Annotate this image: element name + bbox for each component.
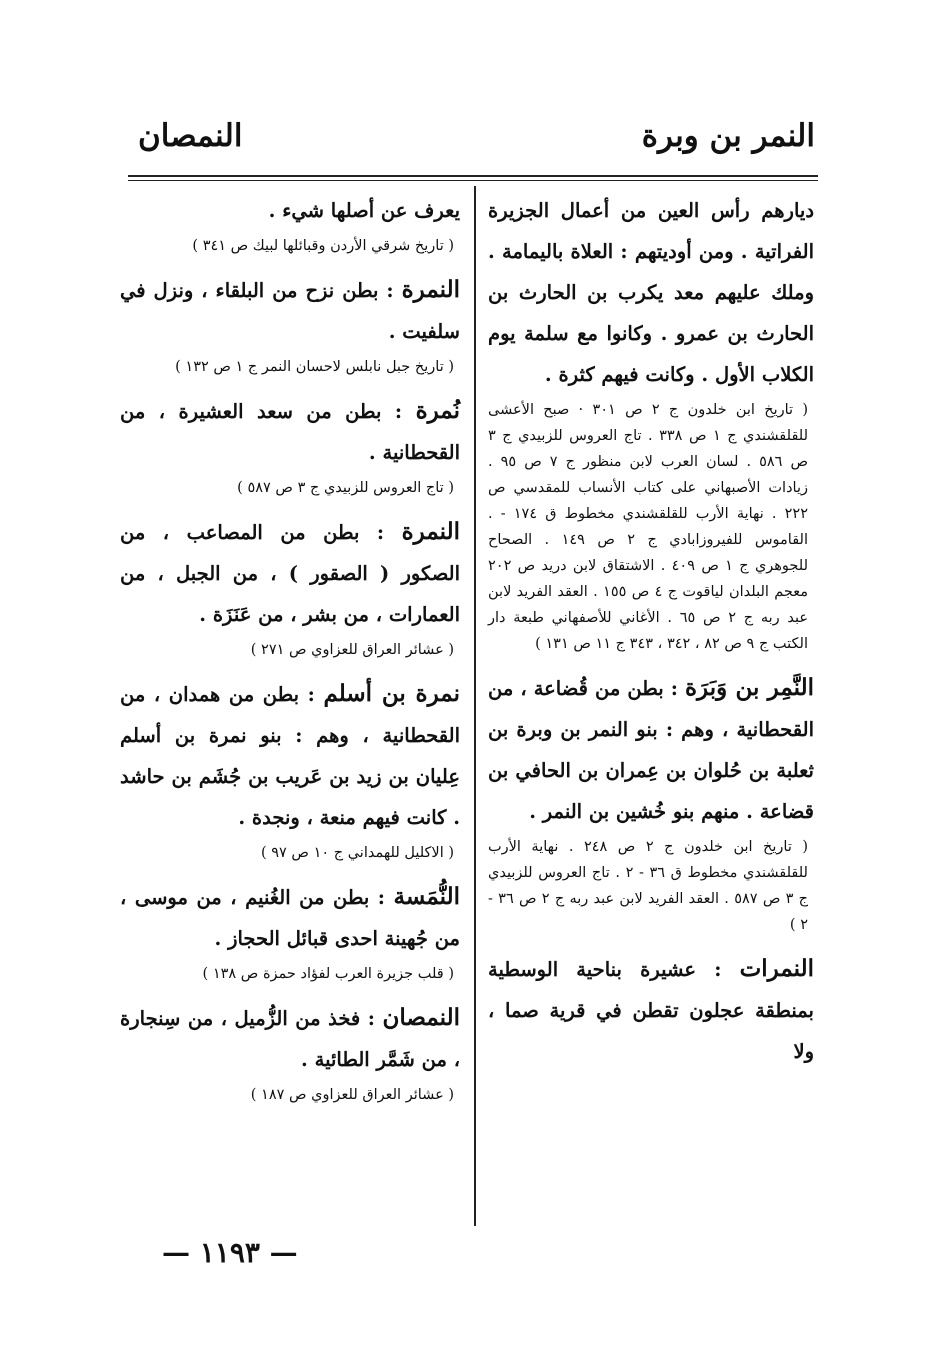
entry-paragraph [488,667,814,832]
entry-headword: النمرة [401,276,460,303]
entry-headword: النمصان [382,1004,460,1031]
reference-note: ( تاريخ ابن خلدون ج ٢ ص ٢٤٨ . نهاية الأرب للقلقشندي مخطوط ق ٣٦ - ٢ . تاج العروس للزبيدي ج ٣ ص ٥٨٧ . العقد الفريد لابن عبد ربه ج ٢ ص ٣٦ - ٢ ) [488,839,809,933]
entry-headword: النمرات [739,955,814,982]
entry-paragraph [120,997,460,1080]
entry-paragraph [120,673,460,838]
entry-paragraph [120,511,460,635]
running-head-right: النمر بن وبرة [641,118,815,154]
reference-note: ( تاريخ ابن خلدون ج ٢ ص ٣٠١ · صبح الأعشى للقلقشندي ج ١ ص ٣٣٨ . تاج العروس للزبيدي ج ٣ ص ٥٨٦ . لسان العرب لابن منظور ج ٧ ص ٩٥ . زيادات الأصبهاني على كتاب الأنساب للمقدسي ص ٢٢٢ . نهاية الأرب للقلقشندي مخطوط ق ١٧٤ - . القاموس للفيروزابادي ج ٢ ص ١٤٩ . الصحاح للجوهري ج ١ ص ٤٠٩ . الاشتقاق لابن دريد ص ٢٠٢ معجم البلدان لياقوت ج ٤ ص ١٥٥ . العقد الفريد لابن عبد ربه ج ٢ ص ٦٥ . الأغاني للأصفهاني طبعة دار الكتب ج ٩ ص ٨٢ ، ٣٤٢ ، ٣٤٣ ج ١١ ص ١٣١ ) [488,402,809,652]
right-column [488,190,814,1072]
entry-paragraph [120,269,460,352]
entry-text: : عشيرة بناحية الوسطية بمنطقة عجلون تقطن في قرية صما ، ولا [488,958,814,1063]
entry-text: : بطن من همدان ، من القحطانية ، وهم : بنو نمرة بن أسلم عِليان بن زيد بن عَريب بن جُشَم بن حاشد . كانت فيهم منعة ، ونجدة . [120,683,460,829]
entry-text: : بطن من قُضاعة ، من القحطانية ، وهم : بنو النمر بن وبرة بن ثعلبة بن حُلوان بن عِمران بن الحافي بن قضاعة . منهم بنو خُشين بن النمر . [488,677,814,823]
reference-note: ( الاكليل للهمداني ج ١٠ ص ٩٧ ) [260,845,454,861]
reference-note: ( تاج العروس للزبيدي ج ٣ ص ٥٨٧ ) [237,480,454,496]
reference-note: ( عشائر العراق للعزاوي ص ٢٧١ ) [250,642,454,658]
left-column [120,190,460,1118]
header-rule-thin [128,180,818,181]
entry-text: : بطن نزح من البلقاء ، ونزل في سلفيت . [120,279,460,343]
entry-paragraph [120,390,460,473]
entry-headword: النَّمِر بن وَبَرَة [684,674,815,701]
entry-paragraph [120,876,460,959]
entry-text: : فخذ من الزُّميل ، من سِنجارة ، من شَمَّر الطائية . [120,1007,460,1071]
reference-note: ( تاريخ جبل نابلس لاحسان النمر ج ١ ص ١٣٢ ) [175,359,454,375]
continued-paragraph: يعرف عن أصلها شيء . [268,199,460,222]
entry-headword: النُّمَسة [393,883,460,910]
running-head-left: النمصان [138,118,243,154]
continued-paragraph: ديارهم رأس العين من أعمال الجزيرة الفراتية . ومن أوديتهم : العلاة باليمامة . وملك عليهم معد يكرب بن الحارث بن الحارث بن عمرو . وكانوا مع سلمة يوم الكلاب الأول . وكانت فيهم كثرة . [488,199,814,386]
column-divider [474,186,476,1226]
page-number: — ١١٩٣ — [162,1236,298,1269]
reference-note: ( تاريخ شرقي الأردن وقبائلها لبيك ص ٣٤١ ) [192,238,454,254]
entry-text: : بطن من سعد العشيرة ، من القحطانية . [120,400,460,464]
entry-headword: نمرة بن أسلم [323,680,460,707]
reference-note: ( عشائر العراق للعزاوي ص ١٨٧ ) [250,1087,454,1103]
entry-text: : بطن من المصاعب ، من الصكور ( الصقور ) ، من الجبل ، من العمارات ، من بشر ، من عَنَزَة . [120,521,460,626]
entry-headword: نُمرة [415,397,461,424]
entry-paragraph [488,948,814,1072]
header-rule [128,175,818,177]
entry-headword: النمرة [401,518,460,545]
entry-text: : بطن من الغُنيم ، من موسى ، من جُهينة احدى قبائل الحجاز . [120,886,460,950]
reference-note: ( قلب جزيرة العرب لفؤاد حمزة ص ١٣٨ ) [202,966,454,982]
